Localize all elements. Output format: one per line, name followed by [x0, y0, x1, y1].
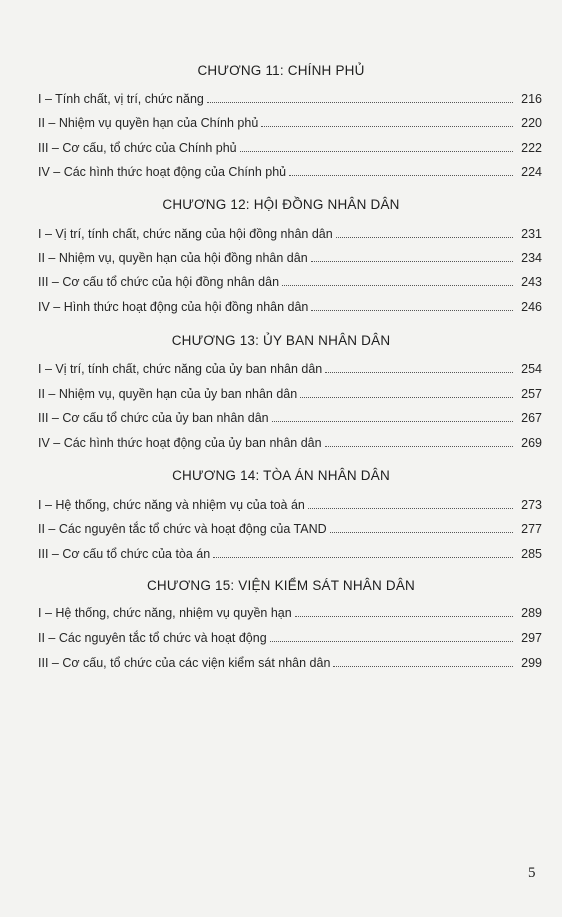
toc-entry-page: 246: [521, 300, 542, 314]
chapter-title: CHƯƠNG 14: TÒA ÁN NHÂN DÂN: [172, 468, 390, 483]
toc-entry-page: 297: [521, 631, 542, 645]
toc-entry-page: 234: [521, 251, 542, 265]
chapter-title: CHƯƠNG 11: CHÍNH PHỦ: [197, 63, 365, 78]
toc-entry: [38, 296, 542, 314]
toc-entry-label: II – Các nguyên tắc tổ chức và hoạt động của TAND: [38, 522, 327, 536]
toc-entry: [38, 627, 542, 645]
dot-leader: [272, 421, 513, 422]
toc-entry-label: IV – Các hình thức hoạt động của ủy ban nhân dân: [38, 436, 322, 450]
toc-entry: [38, 494, 542, 512]
toc-entry-page: 289: [521, 606, 542, 620]
toc-entry: [38, 247, 542, 265]
chapter-title: CHƯƠNG 13: ỦY BAN NHÂN DÂN: [171, 333, 391, 348]
toc-entry-page: 277: [521, 522, 542, 536]
toc-entry: [38, 383, 542, 401]
toc-entry-label: II – Nhiệm vụ, quyền hạn của ủy ban nhân dân: [38, 387, 298, 401]
dot-leader: [213, 557, 513, 558]
page-number: 5: [528, 865, 536, 881]
toc-entry-label: II – Nhiệm vụ quyền hạn của Chính phủ: [38, 116, 259, 130]
dot-leader: [325, 372, 513, 373]
toc-entry-page: 220: [521, 116, 542, 130]
chapter-title: CHƯƠNG 15: VIỆN KIỂM SÁT NHÂN DÂN: [146, 578, 415, 593]
toc-entry: [38, 652, 542, 670]
toc-entry-page: 216: [521, 92, 542, 106]
toc-entry: [38, 358, 542, 376]
toc-entry-page: 243: [521, 275, 542, 289]
dot-leader: [270, 641, 513, 642]
dot-leader: [261, 126, 513, 127]
toc-entry-label: III – Cơ cấu tổ chức của hội đồng nhân dân: [38, 275, 280, 289]
toc-entry-label: I – Tính chất, vị trí, chức năng: [38, 92, 204, 106]
dot-leader: [308, 508, 513, 509]
toc-entry: [38, 432, 542, 450]
toc-entry-page: 231: [521, 227, 542, 241]
toc-entry: [38, 271, 542, 289]
toc-entry-label: I – Hệ thống, chức năng, nhiệm vụ quyền hạn: [38, 606, 292, 620]
toc-entry-page: 267: [521, 411, 542, 425]
chapter-title: CHƯƠNG 12: HỘI ĐỒNG NHÂN DÂN: [162, 197, 400, 212]
toc-entry: [38, 543, 542, 561]
toc-entry: [38, 602, 542, 620]
toc-entry-page: 269: [521, 436, 542, 450]
toc-entry: [38, 137, 542, 155]
toc-entry-label: I – Vị trí, tính chất, chức năng của hội đồng nhân dân: [38, 227, 333, 241]
dot-leader: [289, 175, 513, 176]
dot-leader: [240, 151, 513, 152]
dot-leader: [311, 310, 513, 311]
toc-entry-label: III – Cơ cấu, tổ chức của Chính phủ: [38, 141, 237, 155]
dot-leader: [282, 285, 513, 286]
toc-entry: [38, 223, 542, 241]
toc-entry-page: 257: [521, 387, 542, 401]
toc-entry-page: 222: [521, 141, 542, 155]
toc-entry-page: 254: [521, 362, 542, 376]
toc-entry: [38, 88, 542, 106]
dot-leader: [336, 237, 513, 238]
toc-entry-page: 285: [521, 547, 542, 561]
toc-entry-label: II – Nhiệm vụ, quyền hạn của hội đồng nhân dân: [38, 251, 308, 265]
toc-entry-page: 224: [521, 165, 542, 179]
toc-entry: [38, 112, 542, 130]
toc-entry-label: III – Cơ cấu tổ chức của ủy ban nhân dân: [38, 411, 269, 425]
toc-entry-page: 273: [521, 498, 542, 512]
toc-entry-label: I – Hệ thống, chức năng và nhiệm vụ của toà án: [38, 498, 305, 512]
dot-leader: [330, 532, 513, 533]
dot-leader: [333, 666, 513, 667]
dot-leader: [311, 261, 513, 262]
dot-leader: [207, 102, 513, 103]
toc-entry-label: II – Các nguyên tắc tổ chức và hoạt động: [38, 631, 267, 645]
toc-entry-page: 299: [521, 656, 542, 670]
toc-entry: [38, 161, 542, 179]
toc-entry-label: IV – Các hình thức hoạt động của Chính phủ: [38, 165, 287, 179]
toc-entry-label: IV – Hình thức hoạt động của hội đồng nhân dân: [38, 300, 309, 314]
toc-entry-label: I – Vị trí, tính chất, chức năng của ủy ban nhân dân: [38, 362, 323, 376]
toc-entry: [38, 407, 542, 425]
toc-entry-label: III – Cơ cấu, tổ chức của các viện kiểm sát nhân dân: [38, 656, 331, 670]
toc-entry: [38, 518, 542, 536]
dot-leader: [295, 616, 513, 617]
toc-entry-label: III – Cơ cấu tổ chức của tòa án: [38, 547, 211, 561]
dot-leader: [300, 397, 513, 398]
dot-leader: [325, 446, 513, 447]
